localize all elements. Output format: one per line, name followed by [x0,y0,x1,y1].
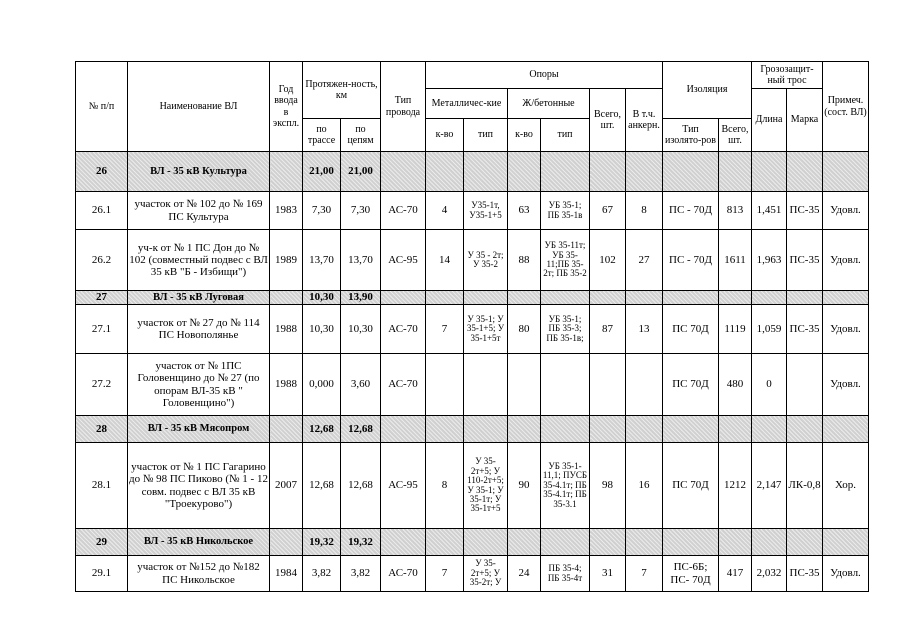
vl-register-table [75,61,869,592]
cell-num: 27.2 [76,354,128,416]
cell-metal-type: У 35-2т+5; У 110-2т+5; У 35-1; У 35-1т; У 35-1т+5 [464,443,508,529]
col-gbrand-header: Марка [787,89,823,152]
group-circ: 12,68 [341,416,381,443]
col-supports-header: Опоры [426,62,663,89]
cell-route: 7,30 [303,192,341,230]
cell-route: 13,70 [303,230,341,291]
cell-total [590,354,626,416]
cell-concrete-qty: 88 [508,230,541,291]
cell-circ: 7,30 [341,192,381,230]
cell-year: 1983 [270,192,303,230]
col-ins-type-header: Тип изолято-ров [663,119,719,152]
cell-name: участок от № 102 до № 169 ПС Культура [128,192,270,230]
cell-gbrand [787,354,823,416]
table-body [76,152,869,592]
cell-anchor: 27 [626,230,663,291]
cell-num: 26.1 [76,192,128,230]
cell-concrete-qty [508,354,541,416]
col-concrete-type-header: тип [541,119,590,152]
cell-metal-qty: 7 [426,556,464,592]
cell-gbrand: ПС-35 [787,556,823,592]
cell-anchor: 16 [626,443,663,529]
table-row [76,354,869,416]
cell-num: 27.1 [76,305,128,354]
cell-num: 29.1 [76,556,128,592]
cell-year: 1989 [270,230,303,291]
cell-ins-type: ПС - 70Д [663,230,719,291]
cell-concrete-qty: 24 [508,556,541,592]
cell-gbrand: ПС-35 [787,192,823,230]
cell-concrete-qty: 63 [508,192,541,230]
table-row [76,192,869,230]
col-total-header: Всего, шт. [590,89,626,152]
cell-note: Хор. [823,443,869,529]
cell-metal-qty: 4 [426,192,464,230]
cell-metal-type: У 35-2т+5; У 35-2т; У [464,556,508,592]
cell-wire: АС-70 [381,556,426,592]
cell-circ: 10,30 [341,305,381,354]
cell-year: 1988 [270,305,303,354]
col-concrete-header: Ж/бетонные [508,89,590,119]
cell-total: 31 [590,556,626,592]
cell-metal-type [464,354,508,416]
cell-num: 28.1 [76,443,128,529]
cell-glen: 2,032 [752,556,787,592]
cell-wire: АС-95 [381,443,426,529]
group-circ: 19,32 [341,529,381,556]
cell-ins-total: 480 [719,354,752,416]
cell-metal-qty: 8 [426,443,464,529]
cell-name: участок от №152 до №182 ПС Никольское [128,556,270,592]
cell-glen: 1,963 [752,230,787,291]
cell-year: 1988 [270,354,303,416]
cell-glen: 1,059 [752,305,787,354]
group-route: 21,00 [303,152,341,192]
cell-circ: 3,60 [341,354,381,416]
cell-anchor: 13 [626,305,663,354]
cell-glen: 1,451 [752,192,787,230]
cell-metal-type: У 35-1; У 35-1+5; У 35-1+5т [464,305,508,354]
group-name: ВЛ - 35 кВ Культура [128,152,270,192]
col-wire-header: Тип провода [381,62,426,152]
cell-note: Удовл. [823,354,869,416]
cell-ins-total: 1611 [719,230,752,291]
group-row [76,529,869,556]
cell-ins-total: 417 [719,556,752,592]
col-ground-header: Грозозащит-ный трос [752,62,823,89]
cell-gbrand: ЛК-0,8 [787,443,823,529]
cell-note: Удовл. [823,556,869,592]
cell-concrete-qty: 90 [508,443,541,529]
cell-name: участок от № 1 ПС Гагарино до № 98 ПС Пиково (№ 1 - 12 совм. подвес с ВЛ 35 кВ "Троекурово") [128,443,270,529]
group-route: 19,32 [303,529,341,556]
group-route: 10,30 [303,291,341,305]
cell-wire: АС-70 [381,192,426,230]
cell-wire: АС-95 [381,230,426,291]
cell-note: Удовл. [823,192,869,230]
group-name: ВЛ - 35 кВ Никольское [128,529,270,556]
cell-name: участок от № 27 до № 114 ПС Новополянье [128,305,270,354]
table-row [76,230,869,291]
group-route: 12,68 [303,416,341,443]
cell-metal-type: У35-1т, У35-1+5 [464,192,508,230]
group-row [76,416,869,443]
cell-note: Удовл. [823,230,869,291]
group-row [76,152,869,192]
cell-ins-type: ПС 70Д [663,443,719,529]
col-anchor-header: В т.ч. анкерн. [626,89,663,152]
cell-wire: АС-70 [381,354,426,416]
cell-route: 0,000 [303,354,341,416]
cell-ins-type: ПС 70Д [663,305,719,354]
group-num: 27 [76,291,128,305]
cell-total: 67 [590,192,626,230]
cell-concrete-type: УБ 35-1-11,1; ПУСБ 35-4.1т; ПБ 35-4.1т; ПБ 35-3.1 [541,443,590,529]
table-row [76,556,869,592]
cell-circ: 3,82 [341,556,381,592]
cell-concrete-type [541,354,590,416]
cell-num: 26.2 [76,230,128,291]
cell-glen: 0 [752,354,787,416]
cell-total: 87 [590,305,626,354]
cell-anchor [626,354,663,416]
col-metal-header: Металличес-кие [426,89,508,119]
cell-ins-total: 1119 [719,305,752,354]
col-ins-total-header: Всего, шт. [719,119,752,152]
cell-year: 2007 [270,443,303,529]
col-insulation-header: Изоляция [663,62,752,119]
cell-total: 98 [590,443,626,529]
cell-wire: АС-70 [381,305,426,354]
col-num-header: № п/п [76,62,128,152]
cell-ins-total: 813 [719,192,752,230]
cell-concrete-type: ПБ 35-4; ПБ 35-4т [541,556,590,592]
table-row [76,443,869,529]
table-row [76,305,869,354]
col-metal-type-header: тип [464,119,508,152]
col-route-header: по трассе [303,119,341,152]
col-circ-header: по цепям [341,119,381,152]
group-name: ВЛ - 35 кВ Мясопром [128,416,270,443]
cell-total: 102 [590,230,626,291]
group-name: ВЛ - 35 кВ Луговая [128,291,270,305]
group-num: 28 [76,416,128,443]
cell-anchor: 8 [626,192,663,230]
col-concrete-qty-header: к-во [508,119,541,152]
table-header [76,62,869,152]
cell-concrete-qty: 80 [508,305,541,354]
cell-metal-qty: 7 [426,305,464,354]
cell-metal-type: У 35 - 2т; У 35-2 [464,230,508,291]
group-row [76,291,869,305]
cell-year: 1984 [270,556,303,592]
cell-route: 10,30 [303,305,341,354]
cell-gbrand: ПС-35 [787,230,823,291]
cell-route: 12,68 [303,443,341,529]
cell-name: уч-к от № 1 ПС Дон до № 102 (совместный подвес с ВЛ 35 кВ "Б - Избищи") [128,230,270,291]
cell-route: 3,82 [303,556,341,592]
cell-ins-type: ПС-6Б; ПС- 70Д [663,556,719,592]
col-year-header: Год ввода в экспл. [270,62,303,152]
cell-ins-type: ПС 70Д [663,354,719,416]
cell-concrete-type: УБ 35-1; ПБ 35-1в [541,192,590,230]
cell-circ: 13,70 [341,230,381,291]
cell-metal-qty [426,354,464,416]
col-glen-header: Длина [752,89,787,152]
cell-gbrand: ПС-35 [787,305,823,354]
col-note-header: Примеч. (сост. ВЛ) [823,62,869,152]
col-metal-qty-header: к-во [426,119,464,152]
cell-concrete-type: УБ 35-11т; УБ 35-11;ПБ 35-2т; ПБ 35-2 [541,230,590,291]
cell-concrete-type: УБ 35-1; ПБ 35-3; ПБ 35-1в; [541,305,590,354]
group-circ: 13,90 [341,291,381,305]
cell-note: Удовл. [823,305,869,354]
cell-ins-type: ПС - 70Д [663,192,719,230]
cell-anchor: 7 [626,556,663,592]
col-length-header: Протяжен-ность, км [303,62,381,119]
col-name-header: Наименование ВЛ [128,62,270,152]
group-num: 26 [76,152,128,192]
cell-metal-qty: 14 [426,230,464,291]
cell-circ: 12,68 [341,443,381,529]
cell-glen: 2,147 [752,443,787,529]
group-num: 29 [76,529,128,556]
cell-ins-total: 1212 [719,443,752,529]
group-circ: 21,00 [341,152,381,192]
cell-name: участок от № 1ПС Головенщино до № 27 (по опорам ВЛ-35 кВ " Головенщино") [128,354,270,416]
